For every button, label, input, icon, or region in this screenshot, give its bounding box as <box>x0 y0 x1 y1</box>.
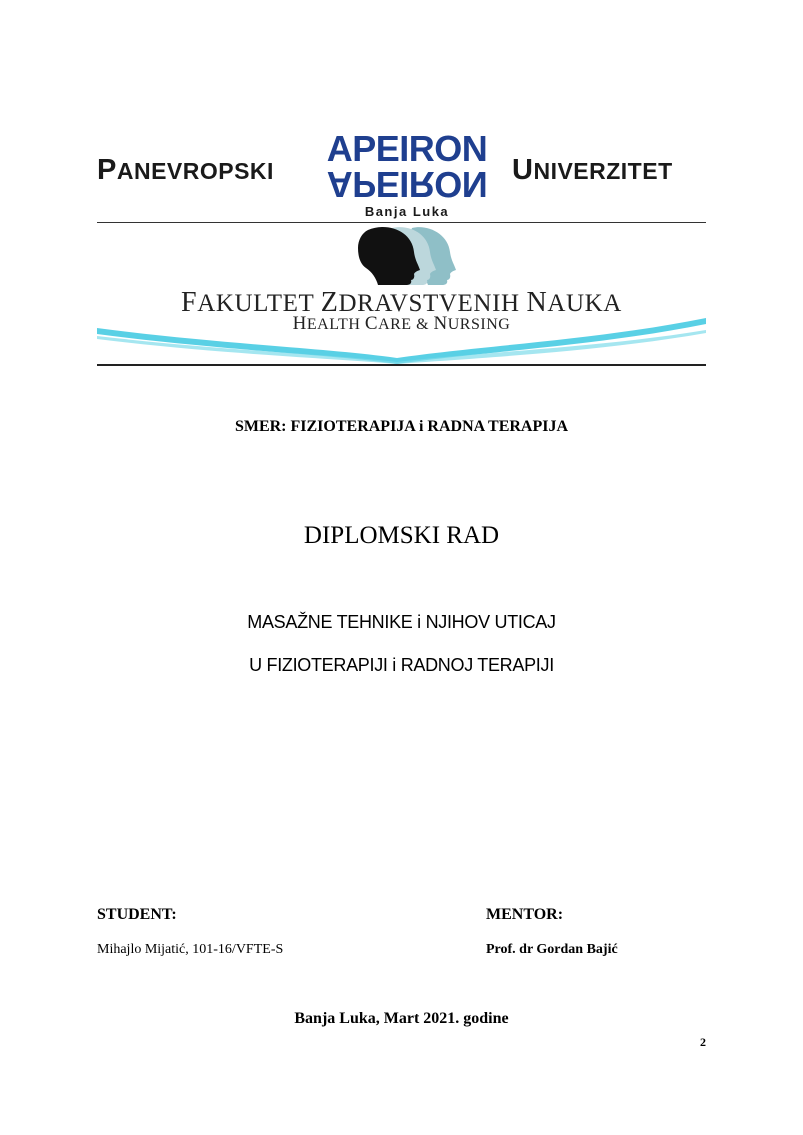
page-number: 2 <box>700 1035 706 1049</box>
university-name-right: UNIVERZITET <box>512 154 673 186</box>
thesis-topic-line-2: U FIZIOTERAPIJI i RADNOJ TERAPIJI <box>249 655 554 675</box>
apeiron-logo-mirrored: APEIRON <box>326 164 488 205</box>
student-label: STUDENT: <box>97 906 177 923</box>
faculty-heads-icon <box>350 222 460 286</box>
study-program: SMER: FIZIOTERAPIJA i RADNA TERAPIJA <box>234 418 569 435</box>
header-divider-bottom <box>97 364 706 366</box>
faculty-name: FAKULTET ZDRAVSTVENIH NAUKA <box>181 287 622 318</box>
mentor-name: Prof. dr Gordan Bajić <box>486 942 618 957</box>
apeiron-logo: APEIRON <box>326 128 488 169</box>
mentor-label: MENTOR: <box>486 906 564 923</box>
student-name: Mihajlo Mijatić, 101-16/VFTE-S <box>97 942 284 957</box>
faculty-subtitle: HEALTH CARE & NURSING <box>292 313 511 334</box>
thesis-topic-line-1: MASAŽNE TEHNIKE i NJIHOV UTICAJ <box>247 612 556 632</box>
logo-city: Banja Luka <box>364 204 450 219</box>
university-name-left: PANEVROPSKI <box>97 154 274 186</box>
document-title: DIPLOMSKI RAD <box>303 522 500 549</box>
place-and-date: Banja Luka, Mart 2021. godine <box>294 1010 509 1027</box>
